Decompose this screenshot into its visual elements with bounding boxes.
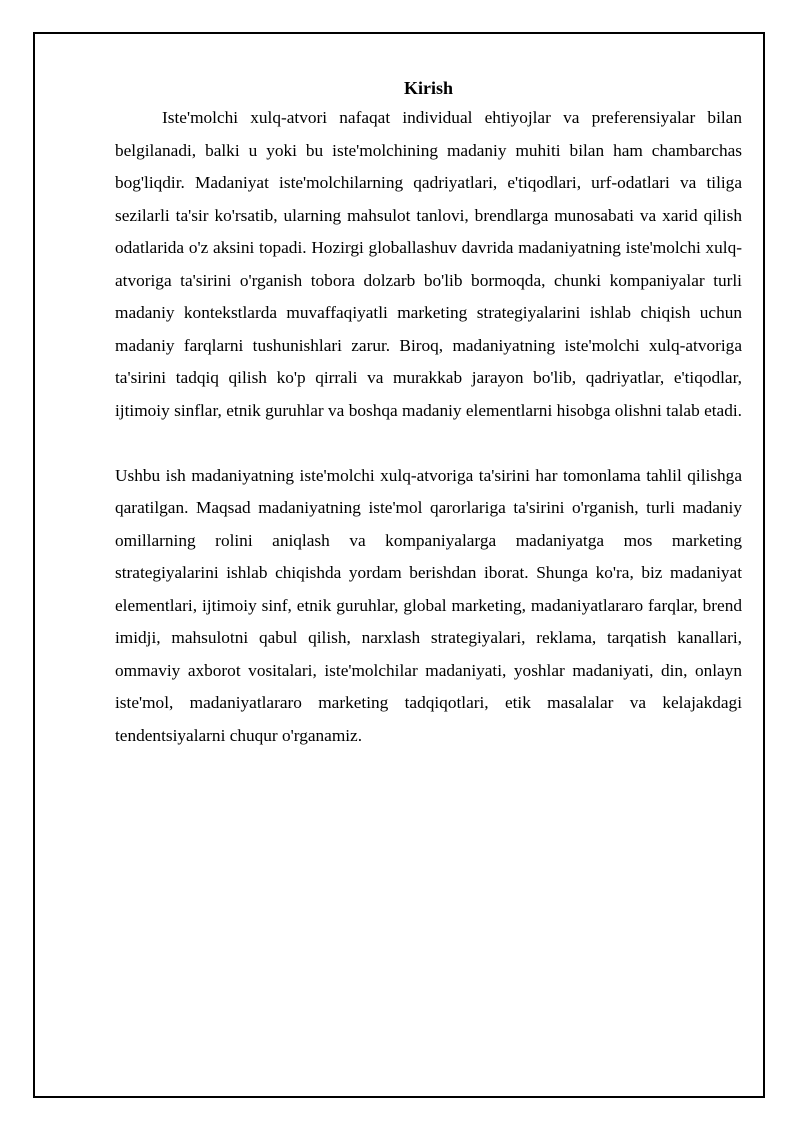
intro-paragraph-1: Iste'molchi xulq-atvori nafaqat individual ehtiyojlar va preferensiyalar bilan belgilanadi, balki u yoki bu iste'molchining madaniy muhiti bilan ham chambarchas bog'liqdir. Madaniyat iste'molchilarning qadriyatlari, e'tiqodlari, urf-odatlari va tiliga sezilarli ta'sir ko'rsatib, ularning mahsulot tanlovi, brendlarga munosabati va xarid qilish odatlarida o'z aksini topadi. Hozirgi globallashuv davrida madaniyatning iste'molchi xulq-atvoriga ta'sirini o'rganish tobora dolzarb bo'lib bormoqda, chunki kompaniyalar turli madaniy kontekstlarda muvaffaqiyatli marketing strategiyalarini ishlab chiqish uchun madaniy farqlarni tushunishlari zarur. Biroq, madaniyatning iste'molchi xulq-atvoriga ta'sirini tadqiq qilish ko'p qirrali va murakkab jarayon bo'lib, qadriyatlar, e'tiqodlar, ijtimoiy sinflar, etnik guruhlar va boshqa madaniy elementlarni hisobga olishni talab etadi. [115, 108, 742, 420]
document-title: Kirish [403, 78, 453, 98]
paragraph-spacer [115, 427, 742, 460]
intro-paragraph-2: Ushbu ish madaniyatning iste'molchi xulq-atvoriga ta'sirini har tomonlama tahlil qilishga qaratilgan. Maqsad madaniyatning iste'mol qarorlariga ta'sirini o'rganish, turli madaniy omillarning rolini aniqlash va kompaniyalarga madaniyatga mos marketing strategiyalarini ishlab chiqishda yordam berishdan iborat. Shunga ko'ra, biz madaniyat elementlari, ijtimoiy sinf, etnik guruhlar, global marketing, madaniyatlararo farqlar, brend imidji, mahsulotni qabul qilish, narxlash strategiyalari, reklama, tarqatish kanallari, ommaviy axborot vositalari, iste'molchilar madaniyati, yoshlar madaniyati, din, onlayn iste'mol, madaniyatlararo marketing tadqiqotlari, etik masalalar va kelajakdagi tendentsiyalarni chuqur o'rganamiz. [115, 465, 742, 745]
document-body [115, 74, 742, 752]
